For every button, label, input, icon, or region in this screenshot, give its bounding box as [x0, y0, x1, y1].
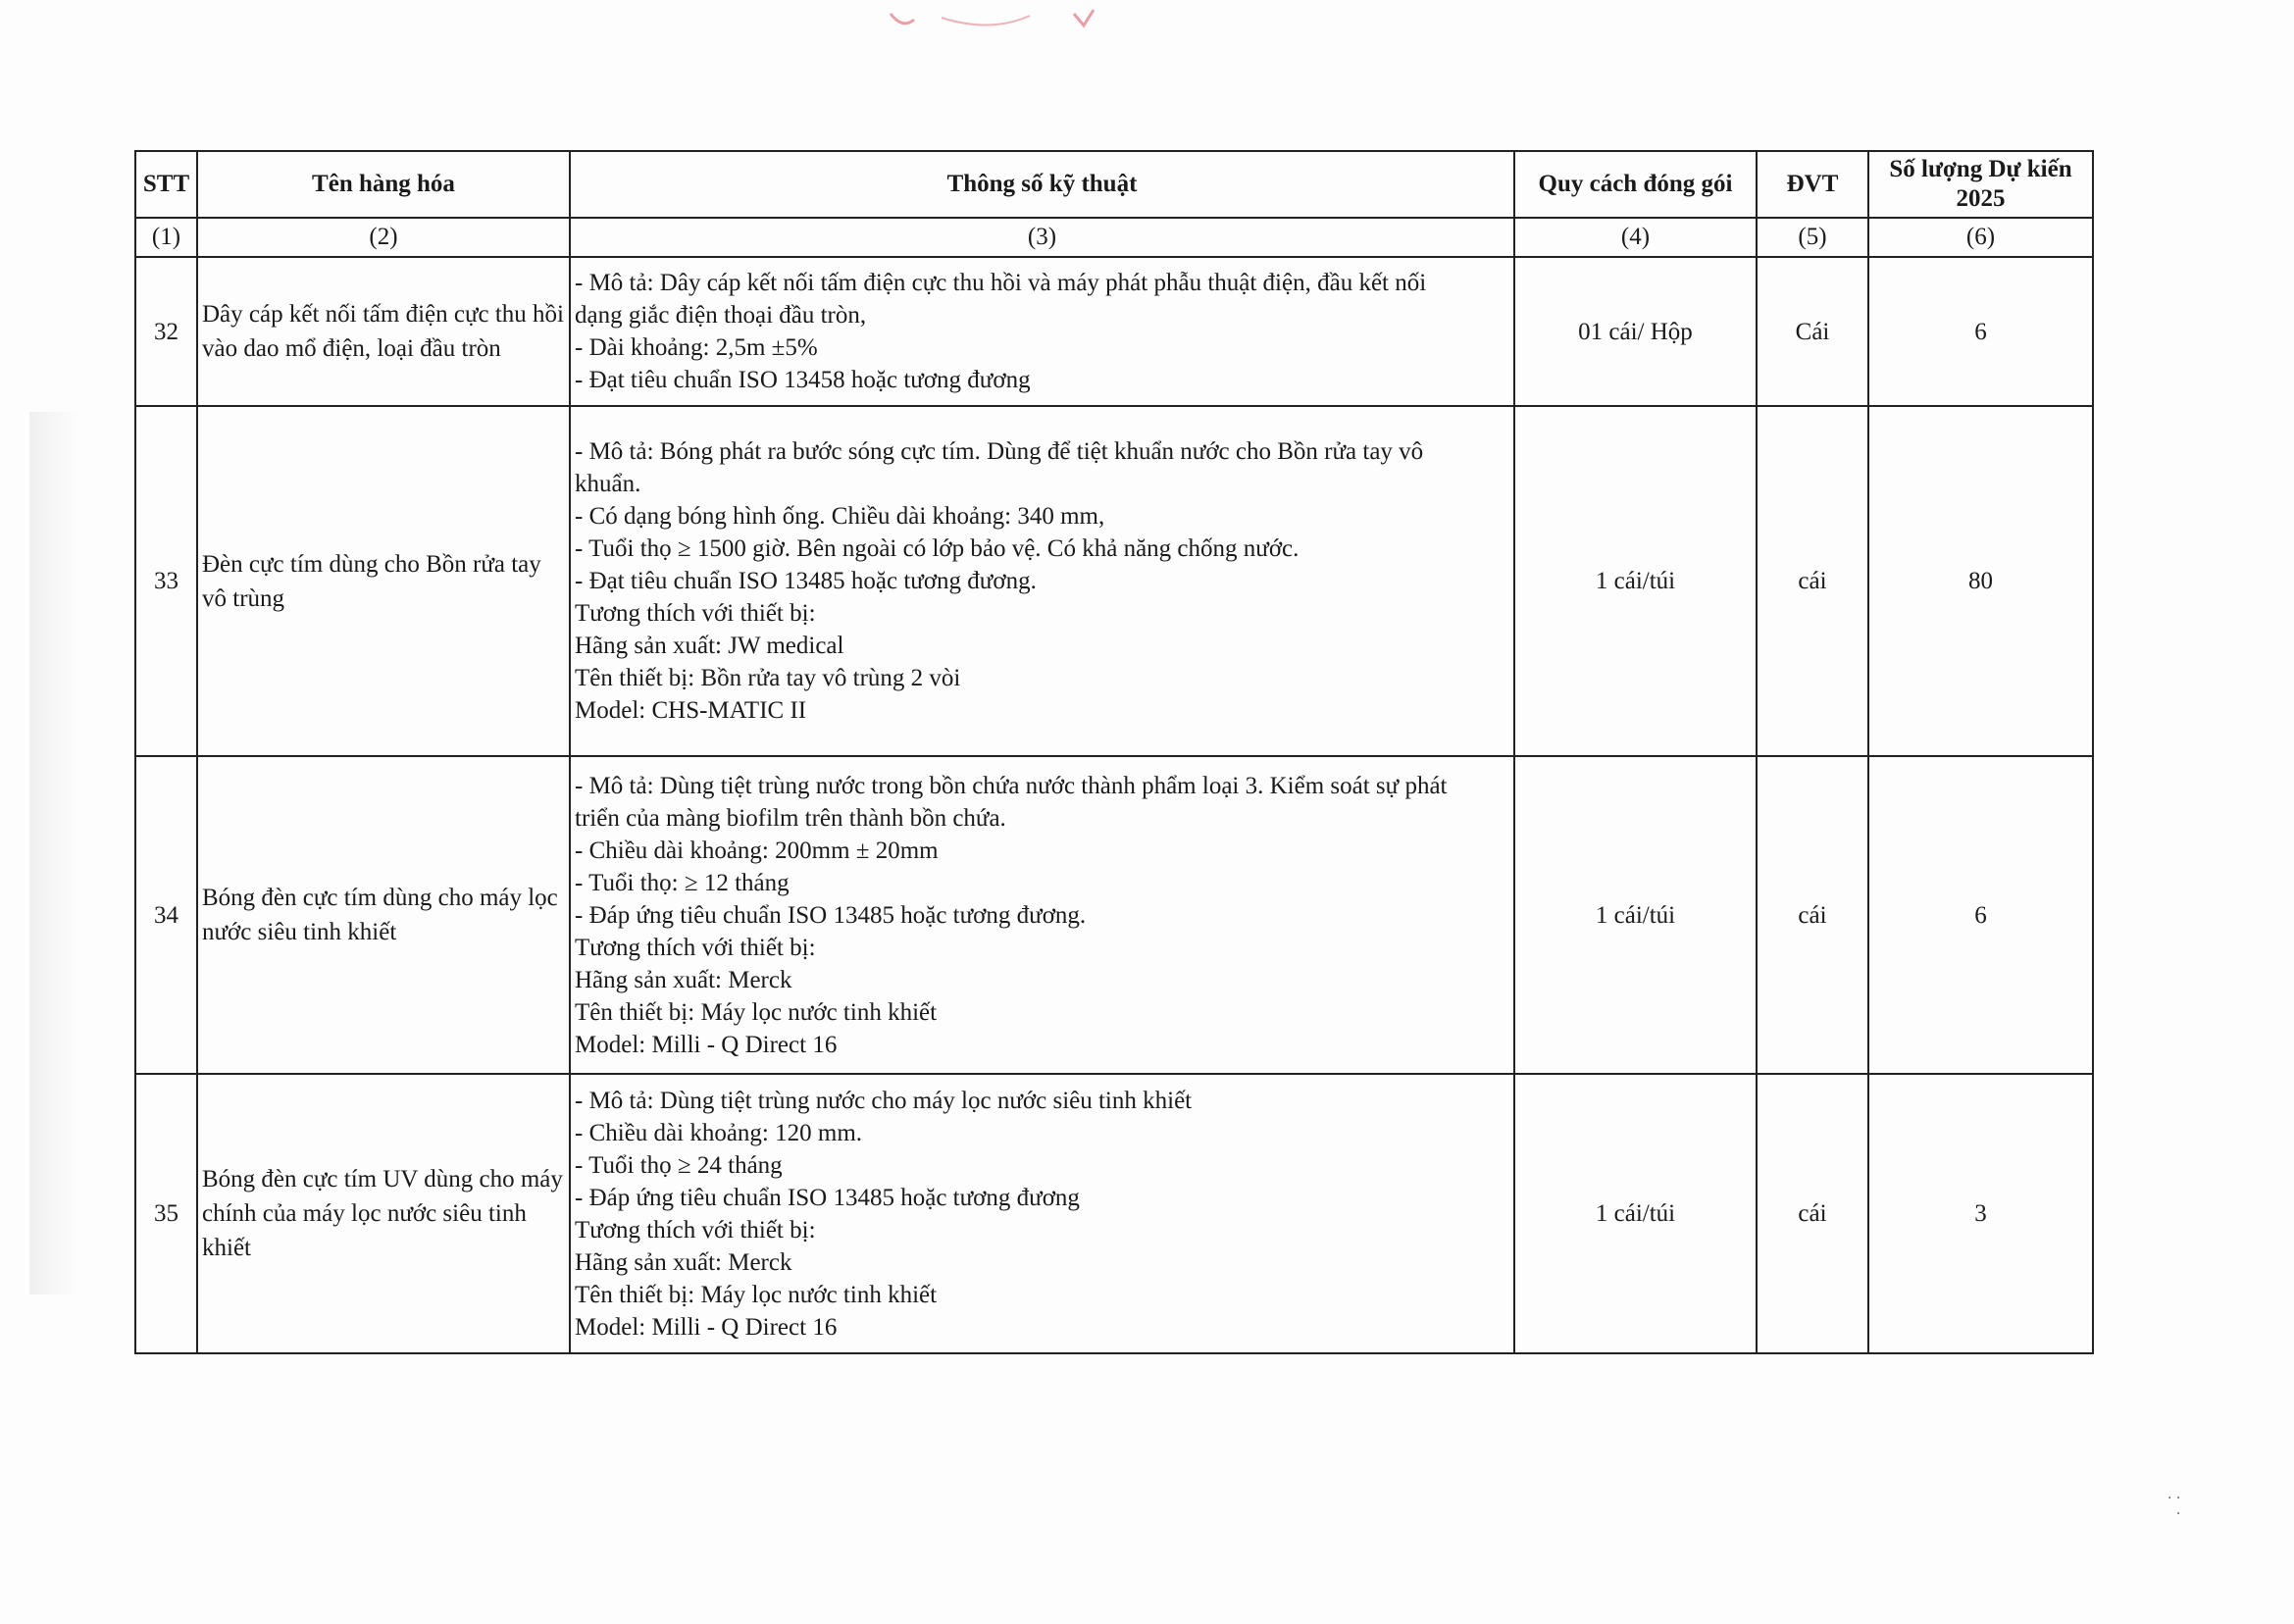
spec-line: - Tuổi thọ ≥ 1500 giờ. Bên ngoài có lớp bảo vệ. Có khả năng chống nước. [575, 535, 1300, 562]
spec-line: triển của màng biofilm trên thành bồn chứa. [575, 804, 1006, 832]
column-number-row [135, 218, 2093, 257]
spec-line: Model: CHS-MATIC II [575, 697, 807, 724]
header-unit: ĐVT [1757, 151, 1868, 218]
header-spec: Thông số kỹ thuật [570, 151, 1514, 218]
row-stt: 32 [135, 257, 197, 406]
row-unit: Cái [1757, 257, 1868, 406]
row-stt: 34 [135, 756, 197, 1074]
spec-line: Tương thích với thiết bị: [575, 934, 816, 961]
row-spec [570, 257, 1514, 406]
row-pack: 01 cái/ Hộp [1514, 257, 1757, 406]
red-seal-trace [883, 0, 1108, 39]
header-row [135, 151, 2093, 218]
column-number: (1) [135, 218, 197, 257]
column-number: (6) [1868, 218, 2093, 257]
spec-line: - Có dạng bóng hình ống. Chiều dài khoảng: 340 mm, [575, 503, 1105, 530]
goods-spec-table [134, 150, 2094, 1354]
spec-line: - Tuổi thọ ≥ 24 tháng [575, 1151, 783, 1179]
row-spec [570, 756, 1514, 1074]
row-stt: 33 [135, 406, 197, 756]
spec-line: - Chiều dài khoảng: 120 mm. [575, 1119, 863, 1146]
column-number: (4) [1514, 218, 1757, 257]
spec-line: Model: Milli - Q Direct 16 [575, 1031, 838, 1058]
table-row [135, 257, 2093, 406]
spec-line: Tương thích với thiết bị: [575, 600, 816, 627]
row-stt: 35 [135, 1074, 197, 1353]
row-name: Dây cáp kết nối tấm điện cực thu hồi vào dao mổ điện, loại đầu tròn [197, 257, 570, 406]
table-row [135, 756, 2093, 1074]
row-pack: 1 cái/túi [1514, 406, 1757, 756]
scan-shadow [29, 412, 78, 1294]
table-row [135, 1074, 2093, 1353]
spec-line: - Đạt tiêu chuẩn ISO 13485 hoặc tương đương. [575, 568, 1037, 594]
spec-line: khuẩn. [575, 471, 641, 497]
row-unit: cái [1757, 756, 1868, 1074]
row-name: Đèn cực tím dùng cho Bồn rửa tay vô trùng [197, 406, 570, 756]
spec-line: - Dài khoảng: 2,5m ±5% [575, 334, 818, 361]
spec-line: Model: Milli - Q Direct 16 [575, 1313, 838, 1341]
header-stt: STT [135, 151, 197, 218]
spec-line: dạng giắc điện thoại đầu tròn, [575, 302, 867, 329]
spec-line: - Mô tả: Dây cáp kết nối tấm điện cực thu hồi và máy phát phẫu thuật điện, đầu kết nối [575, 270, 1427, 296]
table-row [135, 406, 2093, 756]
row-qty: 6 [1868, 257, 2093, 406]
spec-line: - Đạt tiêu chuẩn ISO 13458 hoặc tương đương [575, 367, 1031, 393]
row-name: Bóng đèn cực tím dùng cho máy lọc nước siêu tinh khiết [197, 756, 570, 1074]
row-pack: 1 cái/túi [1514, 1074, 1757, 1353]
spec-line: - Mô tả: Dùng tiệt trùng nước trong bồn chứa nước thành phẩm loại 3. Kiểm soát sự phát [575, 772, 1448, 799]
row-spec [570, 406, 1514, 756]
column-number: (2) [197, 218, 570, 257]
spec-line: Tên thiết bị: Máy lọc nước tinh khiết [575, 1281, 938, 1308]
column-number: (3) [570, 218, 1514, 257]
header-qty: Số lượng Dự kiến 2025 [1868, 151, 2093, 218]
header-pack: Quy cách đóng gói [1514, 151, 1757, 218]
spec-line: - Đáp ứng tiêu chuẩn ISO 13485 hoặc tương đương [575, 1184, 1080, 1211]
spec-line: - Đáp ứng tiêu chuẩn ISO 13485 hoặc tương đương. [575, 901, 1087, 929]
spec-line: Hãng sản xuất: JW medical [575, 633, 844, 659]
column-number: (5) [1757, 218, 1868, 257]
row-name: Bóng đèn cực tím UV dùng cho máy chính của máy lọc nước siêu tinh khiết [197, 1074, 570, 1353]
spec-line: - Tuổi thọ: ≥ 12 tháng [575, 869, 790, 896]
row-qty: 3 [1868, 1074, 2093, 1353]
row-unit: cái [1757, 406, 1868, 756]
row-qty: 80 [1868, 406, 2093, 756]
spec-line: Tên thiết bị: Bồn rửa tay vô trùng 2 vòi [575, 665, 961, 691]
spec-line: - Mô tả: Bóng phát ra bước sóng cực tím. Dùng để tiệt khuẩn nước cho Bồn rửa tay vô [575, 438, 1424, 465]
spec-line: - Mô tả: Dùng tiệt trùng nước cho máy lọc nước siêu tinh khiết [575, 1087, 1193, 1114]
header-name: Tên hàng hóa [197, 151, 570, 218]
row-pack: 1 cái/túi [1514, 756, 1757, 1074]
spec-line: - Chiều dài khoảng: 200mm ± 20mm [575, 837, 939, 864]
spec-line: Tương thích với thiết bị: [575, 1216, 816, 1243]
spec-line: Hãng sản xuất: Merck [575, 1248, 792, 1276]
row-unit: cái [1757, 1074, 1868, 1353]
spec-line: Hãng sản xuất: Merck [575, 966, 792, 993]
scan-speckle: · · · [2167, 1491, 2181, 1522]
row-qty: 6 [1868, 756, 2093, 1074]
spec-line: Tên thiết bị: Máy lọc nước tinh khiết [575, 998, 938, 1026]
row-spec [570, 1074, 1514, 1353]
